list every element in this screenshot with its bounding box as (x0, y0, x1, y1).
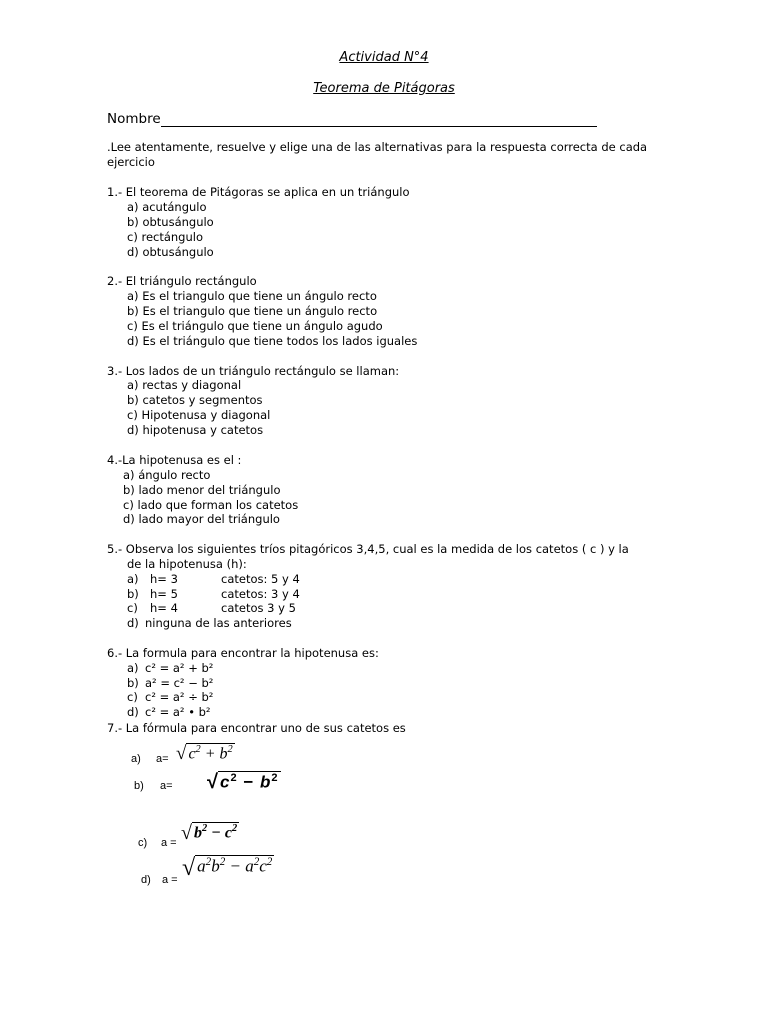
q6-option-a-letter[interactable]: a) (127, 661, 139, 675)
q3-option-d[interactable]: d) hipotenusa y catetos (127, 423, 264, 437)
q7-option-c-letter[interactable]: c) (138, 837, 148, 849)
q5-option-b-letter[interactable]: b) (127, 587, 139, 601)
q1-option-d[interactable]: d) obtusángulo (127, 245, 214, 259)
q7-option-c-lhs[interactable]: a = (161, 837, 177, 849)
q1-option-a[interactable]: a) acutángulo (127, 200, 207, 214)
q2-option-b[interactable]: b) Es el triangulo que tiene un ángulo recto (127, 304, 378, 318)
q5-option-c-legs[interactable]: catetos 3 y 5 (221, 601, 296, 615)
q7-option-b-formula[interactable]: √ $c^2 - b^2$ (207, 771, 279, 793)
q5-option-c-letter[interactable]: c) (127, 601, 138, 615)
q7-option-a-lhs[interactable]: a= (156, 753, 169, 765)
q5-option-a-legs[interactable]: catetos: 5 y 4 (221, 572, 300, 586)
q3-option-c[interactable]: c) Hipotenusa y diagonal (127, 408, 271, 422)
q1-option-c[interactable]: c) rectángulo (127, 230, 204, 244)
q5-option-a-hypotenuse[interactable]: h= 3 (150, 572, 178, 586)
q3-option-a[interactable]: a) rectas y diagonal (127, 378, 242, 392)
q3-stem: 3.- Los lados de un triángulo rectángulo se llaman: (107, 364, 400, 378)
q6-option-d-letter[interactable]: d) (127, 705, 139, 719)
q3-option-b[interactable]: b) catetos y segmentos (127, 393, 263, 407)
q5-option-d-text[interactable]: ninguna de las anteriores (145, 616, 292, 630)
q1-stem: 1.- El teorema de Pitágoras se aplica en un triángulo (107, 185, 410, 199)
q2-option-c[interactable]: c) Es el triángulo que tiene un ángulo agudo (127, 319, 383, 333)
q6-option-c-letter[interactable]: c) (127, 690, 138, 704)
q2-option-a[interactable]: a) Es el triangulo que tiene un ángulo recto (127, 289, 377, 303)
q2-option-d[interactable]: d) Es el triángulo que tiene todos los lados iguales (127, 334, 418, 348)
name-label: Nombre (107, 111, 161, 127)
name-blank-line[interactable] (161, 112, 597, 127)
q7-option-b-lhs[interactable]: a= (160, 780, 173, 792)
q4-option-d[interactable]: d) lado mayor del triángulo (123, 512, 280, 526)
q7-option-d-letter[interactable]: d) (141, 874, 151, 886)
q7-stem: 7.- La fórmula para encontrar uno de sus catetos es (107, 721, 406, 735)
q5-option-c-hypotenuse[interactable]: h= 4 (150, 601, 178, 615)
q5-option-a-letter[interactable]: a) (127, 572, 139, 586)
q7-option-c-formula[interactable]: √ $b^2 - c^2$ (181, 822, 238, 844)
q6-option-c-formula[interactable]: c² = a² ÷ b² (145, 690, 214, 704)
q6-stem: 6.- La formula para encontrar la hipotenusa es: (107, 646, 379, 660)
q7-option-b-letter[interactable]: b) (134, 780, 144, 792)
q5-option-b-legs[interactable]: catetos: 3 y 4 (221, 587, 300, 601)
q7-option-a-letter[interactable]: a) (131, 753, 141, 765)
instructions-line-2: ejercicio (107, 155, 155, 169)
q6-option-b-letter[interactable]: b) (127, 676, 139, 690)
q6-option-b-formula[interactable]: a² = c² − b² (145, 676, 214, 690)
q5-stem: 5.- Observa los siguientes tríos pitagóricos 3,4,5, cual es la medida de los catetos ( c ) y la (107, 542, 629, 556)
q7-option-d-lhs[interactable]: a = (162, 874, 178, 886)
q5-option-b-hypotenuse[interactable]: h= 5 (150, 587, 178, 601)
q4-option-c[interactable]: c) lado que forman los catetos (123, 498, 299, 512)
activity-title: Actividad N°4 (339, 50, 429, 65)
q4-option-b[interactable]: b) lado menor del triángulo (123, 483, 281, 497)
topic-subtitle: Teorema de Pitágoras (313, 81, 455, 96)
q7-option-d-formula[interactable]: √ $a^2b^2 - a^2c^2$ (182, 855, 273, 881)
instructions-line-1: .Lee atentamente, resuelve y elige una de las alternativas para la respuesta correcta de cada (107, 140, 648, 154)
q4-stem: 4.-La hipotenusa es el : (107, 453, 242, 467)
q2-stem: 2.- El triángulo rectángulo (107, 274, 257, 288)
q6-option-d-formula[interactable]: c² = a² • b² (145, 705, 211, 719)
q6-option-a-formula[interactable]: c² = a² + b² (145, 661, 214, 675)
q7-option-a-formula[interactable]: √ $c^2 + b^2$ (176, 743, 233, 764)
name-field[interactable] (107, 111, 597, 127)
q4-option-a[interactable]: a) ángulo recto (123, 468, 211, 482)
q5-option-d-letter[interactable]: d) (127, 616, 139, 630)
q5-stem-continued: de la hipotenusa (h): (127, 557, 247, 571)
q1-option-b[interactable]: b) obtusángulo (127, 215, 214, 229)
